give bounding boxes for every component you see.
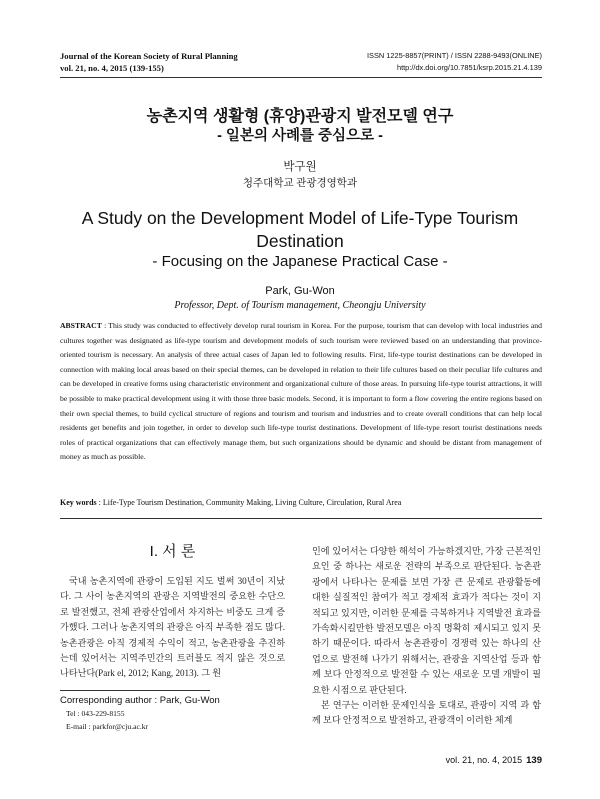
page-number: 139 <box>526 755 542 766</box>
body-paragraph: 본 연구는 이러한 문제인식을 토대로, 관광이 지역 과 함께 보다 안정적으로 발전하고, 관광객이 이러한 체계 <box>312 700 541 726</box>
english-affiliation: Professor, Dept. of Tourism management, Cheongju University <box>174 300 426 311</box>
english-title <box>40 207 560 253</box>
body-paragraph: 인에 있어서는 다양한 해석이 가능하겠지만, 가장 근본적인 요인 중 하나는 새로운 전략의 부족으로 판단된다. 농촌관광에서 나타나는 문제를 보면 가장 큰 문제로 관광활동에 대한 실질적인 참여가 적고 경제적 효과가 적다는 것이 지적되고 있지만, 이러한 문제를 극복하거나 지역발전 효과를 가속화시킬만한 발전모델은 아직 명확히 제시되고 있지 못하기 때문이다. 따라서 농촌관광이 경쟁력 있는 하나의 산업으로 발전해 나가기 위해서는, 관광을 지역산업 등과 함께 보다 안정적으로 발전할 수 있는 새로운 모델 개발이 필요한 시점으로 판단된다. <box>312 546 541 695</box>
doi-link[interactable]: http://dx.doi.org/10.7851/ksrp.2015.21.4.139 <box>396 63 542 72</box>
page-footer <box>446 755 542 766</box>
body-paragraph: 국내 농촌지역에 관광이 도입된 지도 벌써 30년이 지났다. 그 사이 농촌지역의 관광은 지역발전의 중요한 수단으로 발전했고, 전체 관광산업에서 차지하는 비중도 크게 증가했다. 그러나 농촌지역의 관광은 아직 부족한 점도 많다. 농촌관광은 아직 경제적 수익이 적고, 농촌관광을 추진하는데 있어서는 지역주민간의 트러블도 적지 않은 것으로 나타난다(Park el, 2012; Kang, 2013). 그 원 <box>60 576 285 679</box>
footnote-divider <box>60 690 210 691</box>
abstract <box>60 319 542 465</box>
keywords-text: : Life-Type Tourism Destination, Community Making, Living Culture, Circulation, Rural Area <box>96 498 402 507</box>
left-column <box>60 574 285 682</box>
footer-issue: vol. 21, no. 4, 2015 <box>445 755 523 765</box>
corresponding-author-label: Corresponding author : Park, Gu-Won <box>60 695 220 706</box>
section-title: I. 서 론 <box>149 543 196 560</box>
header-divider <box>60 77 542 78</box>
issn-text: ISSN 1225-8857(PRINT) / ISSN 2288-9493(ONLINE) <box>367 51 542 60</box>
english-subtitle: - Focusing on the Japanese Practical Case - <box>152 253 448 270</box>
korean-title: 농촌지역 생활형 (휴양)관광지 발전모델 연구 <box>146 108 454 125</box>
journal-name: Journal of the Korean Society of Rural Planning <box>60 51 238 61</box>
english-title-line2: Destination <box>256 231 344 251</box>
right-column <box>312 544 541 729</box>
keywords <box>60 498 542 507</box>
abstract-text: : This study was conducted to effectively develop rural tourism in Korea. For the purpose, tourism that can develop with local industries and cultures together was designated as life-type tourism and development models of such tourism were reviewed based on an understanding that province-oriented tourism is necessary. An analysis of three actual cases of Japan led to following results. First, life-type tourist destinations can be developed in connection with making local areas based on their special themes, can be developed in relation to their life cultures based on their peculiar life cultures and can be developed in creative forms using characteristic environment and organizational culture of those areas. In pursuing life-type tourist attractions, it will be possible to make practical development using it with those three basic models. Second, it is important to form a flow covering the entire regions based on their own special themes, to build cyclical structure of regions and tourism and tourism and industries and to create overall conditions that can help local residents get benefits and join together, in order to develop such life-type tourist destinations. Development of life-type resort tourist destinations needs roles of practical organizations that can effectively manage them, but such organizations should be dynamic and should be distant from management of money as much as possible. <box>60 321 542 462</box>
korean-subtitle: - 일본의 사례를 중심으로 - <box>217 128 383 144</box>
abstract-label: ABSTRACT <box>60 321 102 330</box>
korean-affiliation: 청주대학교 관광경영학과 <box>242 178 358 189</box>
english-title-line1: A Study on the Development Model of Life-Type Tourism <box>81 208 519 228</box>
corresponding-email[interactable]: E-mail : parkfor@cju.ac.kr <box>66 722 149 731</box>
keywords-divider <box>60 518 542 519</box>
corresponding-author <box>60 694 220 733</box>
english-author: Park, Gu-Won <box>265 285 335 297</box>
issn-header <box>367 50 542 74</box>
journal-header <box>60 50 238 74</box>
journal-volume: vol. 21, no. 4, 2015 (139-155) <box>60 63 164 73</box>
corresponding-tel: Tel : 043-229-8155 <box>66 709 125 718</box>
keywords-label: Key words <box>60 498 97 507</box>
korean-author: 박구원 <box>283 161 317 173</box>
